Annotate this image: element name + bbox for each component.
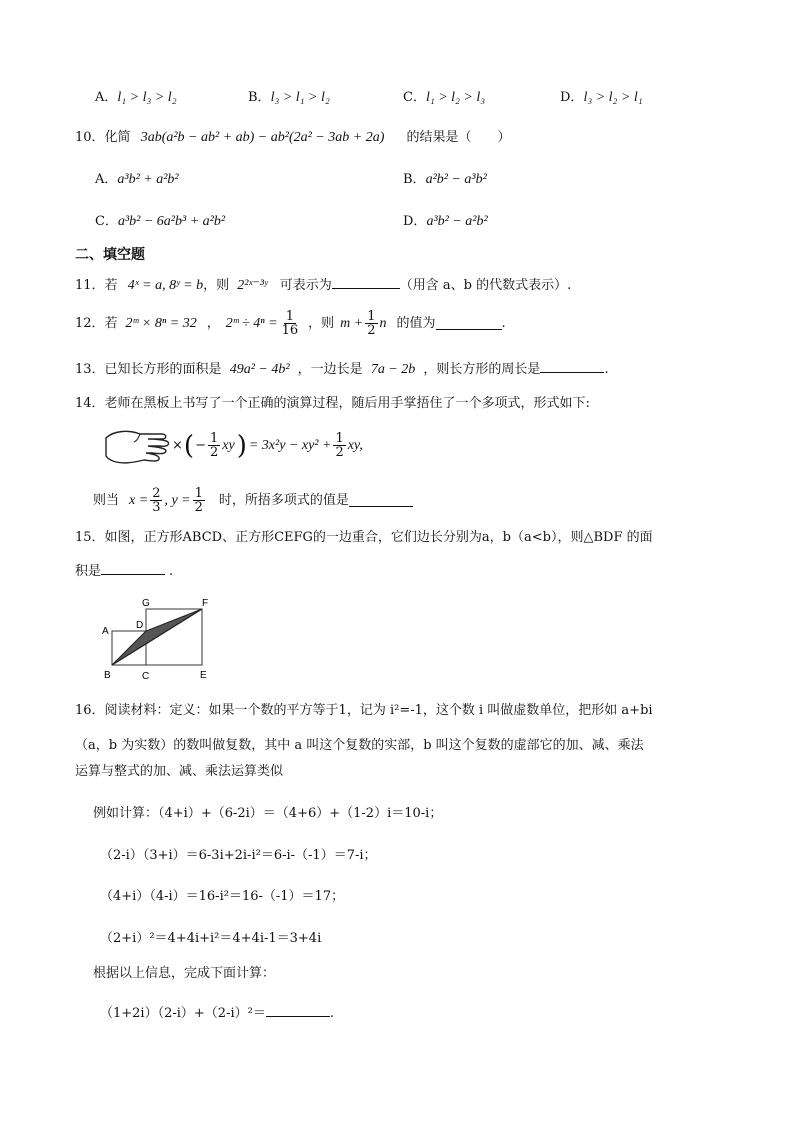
q10-option-c-label: C． [95, 214, 118, 229]
q9-option-b-label: B． [248, 90, 271, 105]
q9-option-c-label: C． [403, 90, 426, 105]
q14-x-denominator: 3 [152, 500, 161, 515]
q9-option-d [560, 90, 643, 106]
q10-option-d-label: D． [403, 214, 427, 229]
q10-option-d-expr: a³b² − a²b² [426, 214, 488, 229]
q10-suffix: 的结果是（ ） [406, 130, 511, 145]
q12-separator: ， [206, 315, 220, 331]
q13-answer-blank[interactable] [540, 360, 604, 373]
q11-answer-blank[interactable] [332, 276, 400, 289]
q11-suffix: （用含 a、b 的代数式表示）. [399, 278, 572, 293]
q12-condition-1: 2ᵐ × 8ⁿ = 32 [125, 315, 197, 331]
q15-line2 [75, 562, 173, 580]
q12-answer-blank[interactable] [436, 317, 502, 330]
q16-line2: （a，b 为实数）的数叫做复数，其中 a 叫这个复数的实部，b 叫这个复数的虚部它的加、减、乘法 [75, 738, 644, 753]
q11-number: 11．若 [75, 278, 118, 293]
q11 [75, 276, 571, 294]
q14-paren-close: ) [236, 430, 247, 461]
q10-option-b [403, 172, 487, 188]
q14-paren-open: ( [183, 430, 195, 461]
q13-side: 7a − 2b [370, 362, 416, 377]
hand-icon [104, 426, 174, 474]
q13 [75, 360, 609, 378]
q9-option-b [248, 90, 330, 106]
q14-times: × [172, 437, 183, 453]
q14-fraction-denominator: 2 [209, 445, 219, 460]
q10-option-a-label: A． [95, 172, 118, 187]
q16-answer-blank[interactable] [266, 1004, 330, 1017]
q14-y-numerator: 1 [194, 486, 203, 501]
q13-suffix: ，则长方形的周长是 [423, 362, 541, 377]
q14-rhs: = 3x²y − xy² + [248, 437, 332, 453]
q13-area: 49a² − 4b² [229, 362, 290, 377]
q14-y-fraction [193, 487, 205, 514]
q13-mid: ，一边长是 [297, 362, 363, 377]
section-heading: 二、填空题 [75, 247, 145, 263]
label-g: G [142, 598, 150, 609]
label-b: B [104, 670, 111, 681]
q12-half-denominator: 2 [367, 323, 376, 338]
q14-x-eq: x = [129, 492, 149, 508]
q10-option-b-label: B． [403, 172, 426, 187]
q14-x-fraction [150, 487, 162, 514]
q12-expression-a: m + [340, 315, 364, 331]
q10-stem [75, 130, 511, 146]
label-d: D [136, 620, 144, 631]
q14-equation [172, 432, 363, 459]
q10-option-b-expr: a²b² − a³b² [425, 172, 487, 187]
q9-option-d-expr: l₃ > l₂ > l₁ [583, 90, 643, 105]
q16-example-2: （2-i）（3+i）＝6-3i+2i-i²＝6-i-（-1）＝7-i； [100, 848, 377, 863]
q15-line2-end: . [169, 564, 174, 579]
q10-expression: 3ab(a²b − ab² + ab) − ab²(2a² − 3ab + 2a) [140, 130, 385, 145]
q12-fraction [280, 310, 301, 337]
q16-line1: 16．阅读材料：定义：如果一个数的平方等于1，记为 i²=-1，这个数 i 叫做虚数单位，把形如 a+bi [75, 703, 653, 718]
q14-x-numerator: 2 [152, 486, 161, 501]
q12-fraction-denominator: 16 [281, 323, 299, 338]
q12 [75, 310, 506, 337]
q9-option-d-label: D． [560, 90, 584, 105]
q14-line2-suffix: 时，所捂多项式的值是 [218, 492, 349, 508]
q12-expression-b: n [379, 315, 387, 331]
q12-fraction-numerator: 1 [285, 309, 295, 324]
q10-option-c [95, 214, 225, 230]
q11-expression: 2²ˣ⁻³ʸ [237, 278, 268, 293]
q16-line3: 运算与整式的加、减、乘法运算类似 [75, 764, 284, 779]
q10-number: 10．化简 [75, 130, 131, 145]
q15-line1: 15．如图，正方形ABCD、正方形CEFG的一边重合，它们边长分别为a，b（a<b），则△BDF 的面 [75, 530, 653, 545]
q12-number: 12．若 [75, 315, 118, 331]
q14-fraction-numerator: 1 [209, 431, 219, 446]
q16-ask: 根据以上信息，完成下面计算： [93, 966, 276, 981]
q9-option-a-label: A． [95, 90, 118, 105]
q14-xy: xy [222, 437, 235, 453]
q14-y-eq: , y = [164, 492, 191, 508]
q12-suffix-end: . [501, 315, 506, 331]
q12-half-numerator: 1 [367, 309, 376, 324]
q12-half-fraction [365, 310, 377, 337]
label-e: E [200, 670, 207, 681]
q14-y-denominator: 2 [194, 500, 203, 515]
q14-line2-prefix: 则当 [93, 492, 120, 508]
q16-example-4: （2+i）²＝4+4i+i²＝4+4i-1＝3+4i [100, 931, 322, 946]
q15-figure [100, 594, 220, 688]
label-f: F [202, 598, 209, 609]
q15-line2-text: 积是 [75, 564, 102, 579]
q13-suffix-end: . [604, 362, 609, 377]
q14-fraction [208, 432, 220, 459]
label-c: C [142, 671, 150, 682]
q15-answer-blank[interactable] [101, 562, 165, 575]
q10-option-a [95, 172, 179, 188]
q11-text: 可表示为 [279, 278, 332, 293]
q16-calc [100, 1004, 334, 1022]
q14-stem: 14．老师在黑板上书写了一个正确的演算过程，随后用手掌捂住了一个多项式，形式如下: [75, 396, 590, 411]
q12-suffix: 的值为 [396, 315, 436, 331]
q9-option-a-expr: l₁ > l₃ > l₂ [117, 90, 177, 105]
q14-line2 [93, 487, 413, 514]
q16-example-1: 例如计算：（4+i）+（6-2i）＝（4+6）+（1-2）i＝10-i； [93, 806, 443, 821]
q11-mid: ，则 [203, 278, 230, 293]
q16-calc-text: （1+2i）（2-i）+（2-i）²＝ [100, 1006, 266, 1021]
label-a: A [102, 626, 109, 637]
q12-condition-2: 2ᵐ ÷ 4ⁿ = [225, 315, 278, 331]
q16-example-3: （4+i）（4-i）＝16-i²＝16-（-1）＝17； [100, 889, 345, 904]
q9-option-c-expr: l₁ > l₂ > l₃ [425, 90, 486, 105]
q9-option-a [95, 90, 177, 106]
q9-option-b-expr: l₃ > l₁ > l₂ [270, 90, 330, 105]
q11-condition: 4ˣ = a, 8ʸ = b [127, 278, 204, 293]
q14-answer-blank[interactable] [349, 494, 413, 507]
q14-rhs-end: xy, [347, 437, 363, 453]
q10-option-c-expr: a³b² − 6a²b³ + a²b² [117, 214, 226, 229]
q14-rhs-fraction [333, 432, 345, 459]
q14-rhs-denominator: 2 [335, 445, 344, 460]
q12-mid: ，则 [308, 315, 335, 331]
q10-option-a-expr: a³b² + a²b² [117, 172, 179, 187]
q10-option-d [403, 214, 488, 230]
q9-option-c [403, 90, 485, 106]
q13-text: 13．已知长方形的面积是 [75, 362, 222, 377]
q16-calc-end: . [329, 1006, 334, 1021]
q14-rhs-numerator: 1 [335, 431, 344, 446]
q14-minus: − [195, 437, 206, 453]
